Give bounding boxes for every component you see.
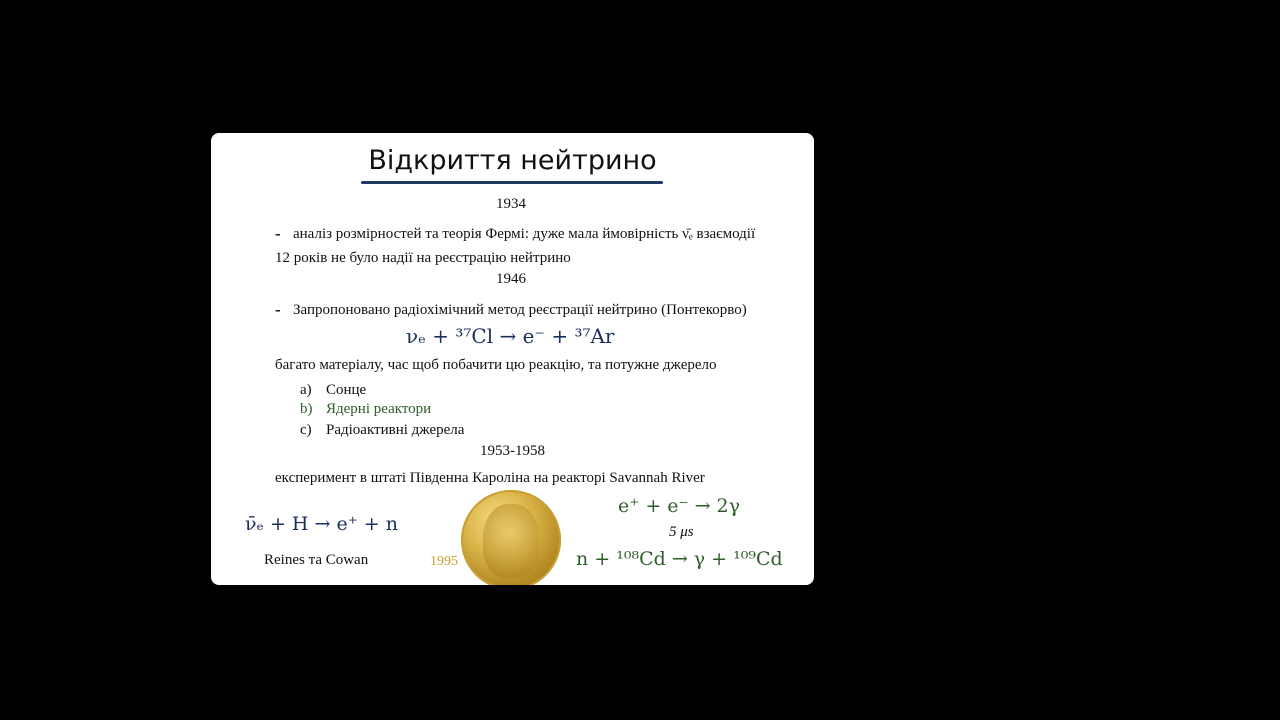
nobel-medal-icon xyxy=(461,490,561,585)
reaction-inverse-beta: ν̄ₑ + H → e⁺ + n xyxy=(245,513,398,535)
medal-portrait xyxy=(483,504,539,578)
reaction-cadmium-capture: n + ¹⁰⁸Cd → γ + ¹⁰⁹Cd xyxy=(576,548,783,570)
slide xyxy=(211,133,814,585)
slide-title: Відкриття нейтрино xyxy=(368,145,657,176)
bullet-dash-1: - xyxy=(275,224,281,243)
item-fermi-analysis: аналіз розмірностей та теорія Фермі: дуже мала ймовірність ν̄ₑ взаємодії xyxy=(293,226,756,242)
source-marker-a: a) xyxy=(300,382,312,398)
source-reactors: Ядерні реактори xyxy=(326,401,432,417)
authors-reines-cowan: Reines та Cowan xyxy=(264,552,369,568)
delay-5us: 5 μs xyxy=(669,524,694,540)
source-marker-c: c) xyxy=(300,422,312,438)
reaction-chlorine: νₑ + ³⁷Cl → e⁻ + ³⁷Ar xyxy=(406,324,615,348)
year-1946: 1946 xyxy=(496,271,526,287)
year-1934: 1934 xyxy=(496,196,526,212)
bullet-dash-2: - xyxy=(275,300,281,319)
note-savannah-river: експеримент в штаті Південна Кароліна на реакторі Savannah River xyxy=(275,470,705,486)
note-12-years: 12 років не було надії на реєстрацію нейтрино xyxy=(275,250,571,266)
note-material: багато матеріалу, час щоб побачити цю реакцію, та потужне джерело xyxy=(275,357,717,373)
source-radioactive: Радіоактивні джерела xyxy=(326,422,465,438)
source-marker-b: b) xyxy=(300,401,313,417)
years-1953-1958: 1953-1958 xyxy=(480,443,545,459)
item-pontecorvo: Запропоновано радіохімічний метод реєстрації нейтрино (Понтекорво) xyxy=(293,302,747,318)
nobel-year: 1995 xyxy=(430,554,458,569)
reaction-annihilation: e⁺ + e⁻ → 2γ xyxy=(618,495,740,517)
title-underline xyxy=(361,181,663,184)
source-sun: Сонце xyxy=(326,382,367,398)
